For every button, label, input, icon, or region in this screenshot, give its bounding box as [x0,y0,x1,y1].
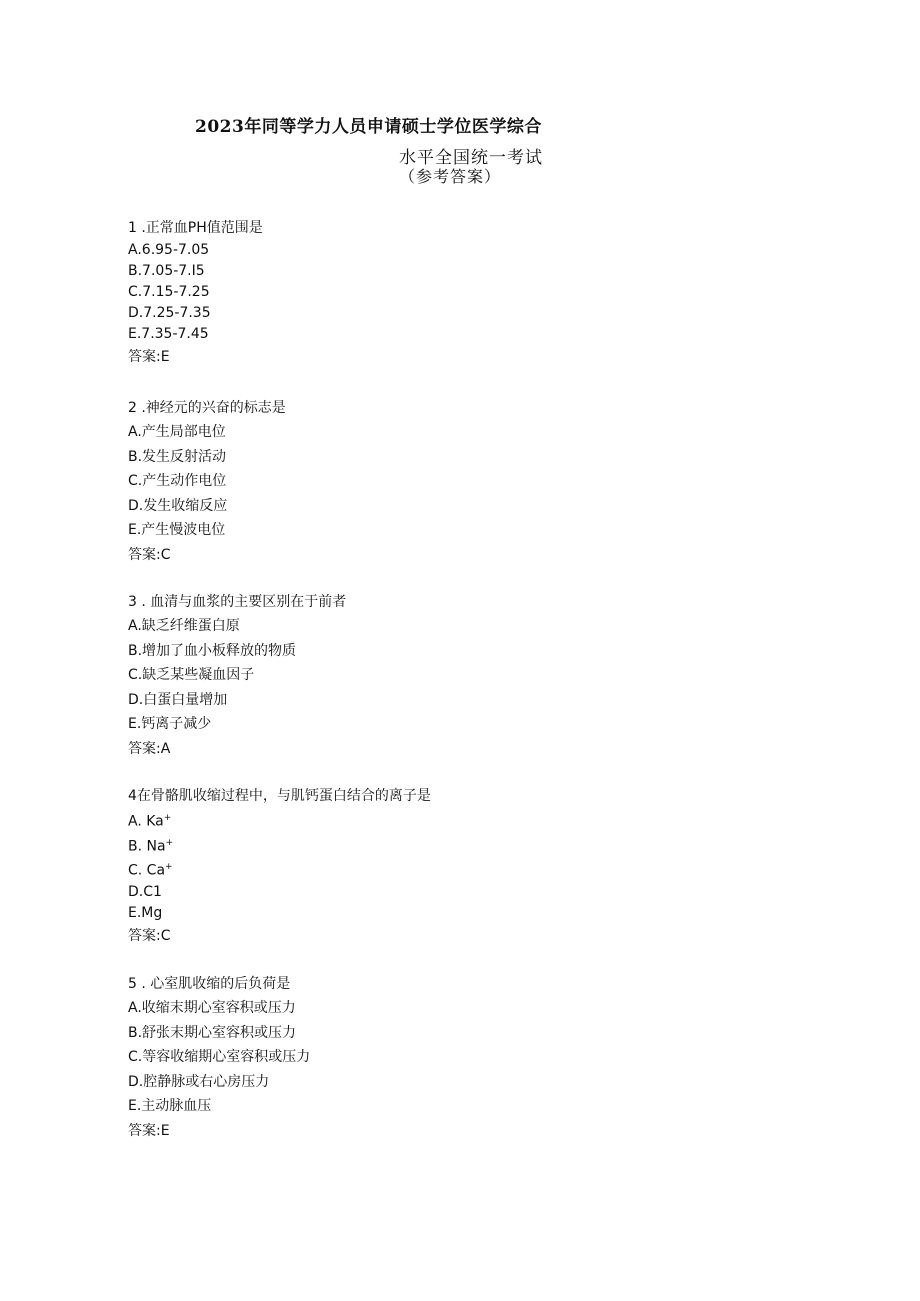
title-line-2: 水平全国统一考试 [399,148,543,168]
option-d: D.7.25-7.35 [128,305,211,321]
answer-line: 答案:E [128,1122,170,1139]
option-a: A.产生局部电位 [128,424,226,440]
option-a: A.收缩末期心室容积或压力 [128,999,296,1016]
question-1 [128,216,828,369]
answer-line: 答案:C [128,927,171,944]
ion-charge: + [163,812,172,823]
option-d: D.发生收缩反应 [128,497,228,514]
option-b: B.7.05-7.I5 [128,263,205,279]
question-stem: 4在骨骼肌收缩过程中，与肌钙蛋白结合的离子是 [128,787,431,804]
option-b: B.发生反射活动 [128,448,227,465]
option-c: C.产生动作电位 [128,473,227,490]
question-list [128,216,828,1167]
option-b [128,833,828,858]
option-d: D.白蛋白量增加 [128,691,228,708]
option-e: E.产生慢波电位 [128,522,226,539]
option-c: C.缺乏某些凝血因子 [128,667,255,684]
option-c: C.7.15-7.25 [128,284,210,300]
question-stem: 1 .正常血PH值范围是 [128,220,263,236]
title-line-1: 2023年同等学力人员申请硕士学位医学综合 [195,117,542,137]
option-text: C. Ca [128,862,166,879]
question-2 [128,396,828,567]
question-stem: 2 .神经元的兴奋的标志是 [128,400,286,416]
answer-line: 答案:E [128,349,170,365]
option-b: B.增加了血小板释放的物质 [128,642,297,659]
option-e: E.钙离子减少 [128,716,212,733]
option-text: A. Ka [128,813,164,830]
title-line-3: （参考答案） [399,167,502,186]
option-text: B. Na [128,838,166,855]
answer-line: 答案:C [128,546,171,563]
option-d: D.C1 [128,883,162,900]
ion-charge: + [165,862,173,873]
question-5 [128,972,828,1143]
option-e: E.7.35-7.45 [128,326,209,342]
option-e: E.主动脉血压 [128,1098,212,1115]
option-a: A.6.95-7.05 [128,242,210,258]
question-3 [128,590,828,761]
answer-line: 答案:A [128,740,171,757]
question-stem: 3 . 血清与血浆的主要区别在于前者 [128,593,347,610]
option-a [128,808,828,833]
question-4 [128,784,828,948]
option-d: D.腔静脉或右心房压力 [128,1073,270,1090]
option-b: B.舒张末期心室容积或压力 [128,1024,297,1041]
ion-charge: + [165,837,174,848]
option-a: A.缺乏纤维蛋白原 [128,617,240,634]
option-c [128,857,828,882]
question-stem: 5 . 心室肌收缩的后负荷是 [128,975,291,992]
option-e: E.Mg [128,904,163,921]
option-c: C.等容收缩期心室容积或压力 [128,1049,311,1066]
